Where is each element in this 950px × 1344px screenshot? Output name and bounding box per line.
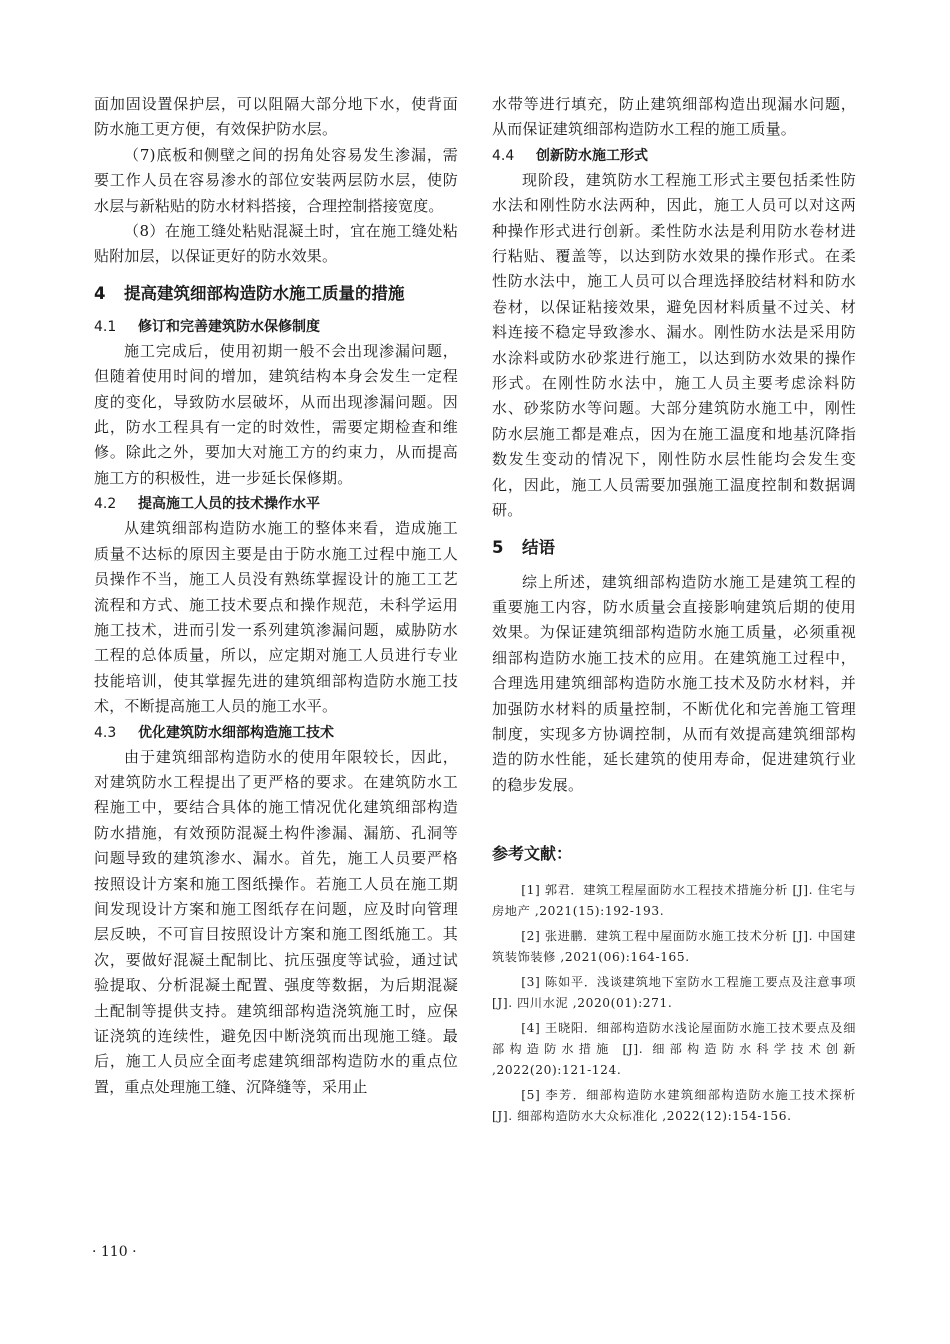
subsection-4-3-heading [94,722,458,745]
section-title: 提高建筑细部构造防水施工质量的措施 [124,283,405,303]
page-number: · 110 · [92,1244,137,1260]
subsection-number: 4.2 [94,496,117,513]
subsection-4-4-heading [492,145,856,168]
section-4-heading [94,282,458,306]
subsection-title: 创新防水施工形式 [536,147,648,164]
paragraph-4-3: 由于建筑细部构造防水的使用年限较长，因此，对建筑防水工程提出了更严格的要求。在建筑防水工程施工中，要结合具体的施工情况优化建筑细部构造防水措施，有效预防混凝土构件渗漏、漏筋、孔洞等问题导致的建筑渗水、漏水。首先，施工人员要严格按照设计方案和施工图纸操作。若施工人员在施工期间发现设计方案和施工图纸存在问题，应及时向管理层反映，不可盲目按照设计方案和施工图纸施工。其次，要做好混凝土配制比、抗压强度等试验，通过试验提取、分析混凝土配置、强度等数据，为后期混凝土配制等提供支持。建筑细部构造浇筑施工时，应保证浇筑的连续性，避免因中断浇筑而出现施工缝。最后，施工人员应全面考虑建筑细部构造防水的重点位置，重点处理施工缝、沉降缝等，采用止 [94,747,458,1096]
references-heading: 参考文献： [492,844,573,864]
reference-item: [3] 陈如平．浅谈建筑地下室防水工程施工要点及注意事项 [J]. 四川水泥 ,2020(01):271. [492,975,856,1011]
subsection-title: 修订和完善建筑防水保修制度 [138,318,320,335]
subsection-4-1-heading [94,316,458,339]
left-column [94,92,458,1100]
paragraph-4-4: 现阶段，建筑防水工程施工形式主要包括柔性防水法和刚性防水法两种，因此，施工人员可以对这两种操作形式进行创新。柔性防水法是利用防水卷材进行粘贴、覆盖等，以达到防水效果的操作形式。在柔性防水法中，施工人员可以合理选择胶结材料和防水卷材，以保证粘接效果，避免因材料质量不过关、材料连接不稳定导致渗水、漏水。刚性防水法是采用防水涂料或防水砂浆进行施工，以达到防水效果的操作形式。在刚性防水法中，施工人员主要考虑涂料防水、砂浆防水等问题。大部分建筑防水施工中，刚性防水层施工都是难点，因为在施工温度和地基沉降指数发生变动的情况下，刚性防水层性能均会发生变化，因此，施工人员需要加强施工温度控制和数据调研。 [492,170,856,520]
subsection-number: 4.4 [492,147,515,164]
section-number: 4 [94,283,106,303]
subsection-number: 4.3 [94,724,117,741]
paragraph-item-7: （7)底板和侧壁之间的拐角处容易发生渗漏，需要工作人员在容易渗水的部位安装两层防水层，使防水层与新粘贴的防水材料搭接，合理控制搭接宽度。 [94,145,458,215]
section-title: 结语 [522,537,555,557]
section-number: 5 [492,537,504,557]
reference-item: [2] 张进鹏．建筑工程中屋面防水施工技术分析 [J]. 中国建筑装饰装修 ,2021(06):164-165. [492,929,856,965]
paragraph-4-2: 从建筑细部构造防水施工的整体来看，造成施工质量不达标的原因主要是由于防水施工过程中施工人员操作不当，施工人员没有熟练掌握设计的施工工艺流程和方式、施工技术要点和操作规范，未科学运用施工技术，进而引发一系列建筑渗漏问题，威胁防水工程的总体质量，所以，应定期对施工人员进行专业技能培训，使其掌握先进的建筑细部构造防水施工技术，不断提高施工人员的施工水平。 [94,519,458,716]
reference-item: [1] 郭君．建筑工程屋面防水工程技术措施分析 [J]. 住宅与房地产 ,2021(15):192-193. [492,883,856,919]
reference-item: [4] 王晓阳．细部构造防水浅论屋面防水施工技术要点及细部构造防水措施 [J]. 细部构造防水科学技术创新 ,2022(20):121-124. [492,1021,856,1078]
subsection-title: 优化建筑防水细部构造施工技术 [138,724,334,741]
paragraph-continued: 面加固设置保护层，可以阻隔大部分地下水，使背面防水施工更方便，有效保护防水层。 [94,95,458,139]
subsection-4-2-heading [94,493,458,516]
section-5-heading [492,536,856,560]
paragraph-conclusion: 综上所述，建筑细部构造防水施工是建筑工程的重要施工内容，防水质量会直接影响建筑后期的使用效果。为保证建筑细部构造防水施工质量，必须重视细部构造防水施工技术的应用。在建筑施工过程中，合理选用建筑细部构造防水施工技术及防水材料，并加强防水材料的质量控制，不断优化和完善施工管理制度，实现多方协调控制，从而有效提高建筑细部构造的防水性能，延长建筑的使用寿命，促进建筑行业的稳步发展。 [492,572,856,794]
paragraph-4-3-continued: 水带等进行填充，防止建筑细部构造出现漏水问题，从而保证建筑细部构造防水工程的施工质量。 [492,95,856,139]
right-column [492,92,856,1131]
subsection-number: 4.1 [94,318,117,335]
paragraph-4-1: 施工完成后，使用初期一般不会出现渗漏问题，但随着使用时间的增加，建筑结构本身会发生一定程度的变化，导致防水层破坏，从而出现渗漏问题。因此，防水工程具有一定的时效性，需要定期检查和维修。除此之外，要加大对施工方的约束力，从而提高施工方的积极性，进一步延长保修期。 [94,341,458,487]
reference-item: [5] 李芳．细部构造防水建筑细部构造防水施工技术探析 [J]. 细部构造防水大众标准化 ,2022(12):154-156. [492,1088,856,1124]
subsection-title: 提高施工人员的技术操作水平 [138,496,320,513]
paragraph-item-8: （8）在施工缝处粘贴混凝土时，宜在施工缝处粘贴附加层，以保证更好的防水效果。 [94,222,458,266]
